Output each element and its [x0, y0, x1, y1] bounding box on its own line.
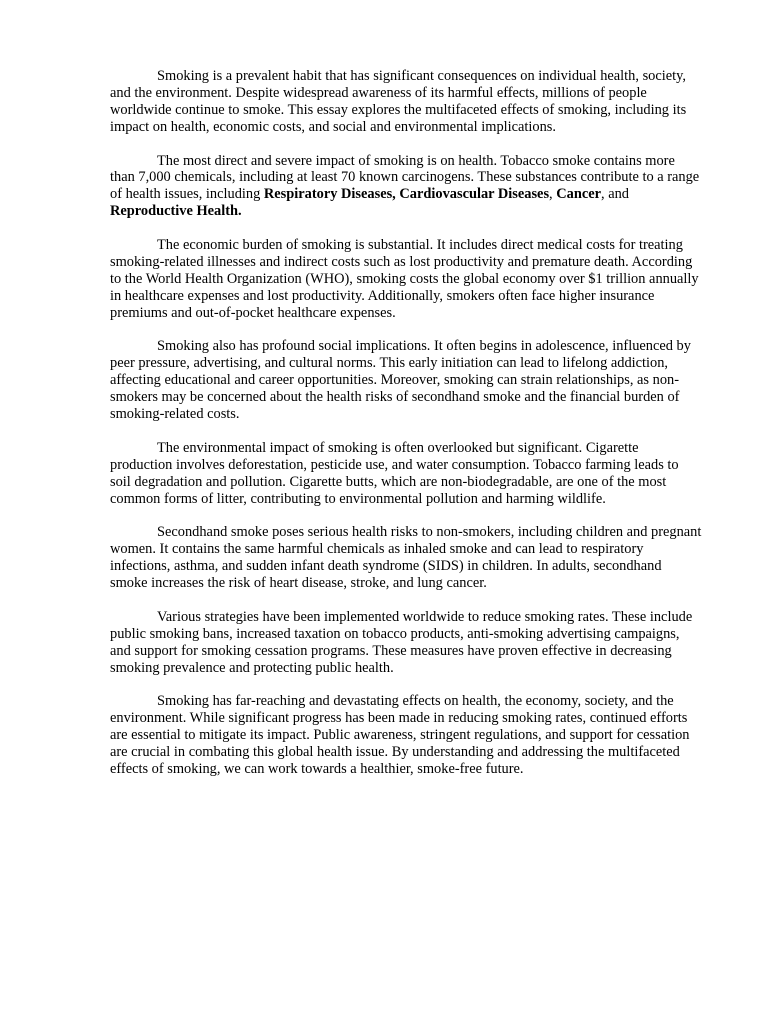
separator: , and	[601, 186, 629, 203]
separator: ,	[549, 186, 557, 203]
document-body	[110, 68, 702, 778]
paragraph-economic-burden: The economic burden of smoking is substantial. It includes direct medical costs for treating smoking-related illnesses and indirect costs such as lost productivity and premature death. According to the World Health Organization (WHO), smoking costs the global economy over $1 trillion annually in healthcare expenses and lost productivity. Additionally, smokers often face higher insurance premiums and out-of-pocket healthcare expenses.	[110, 237, 699, 321]
term-cardiovascular-diseases: Cardiovascular Diseases	[399, 186, 550, 203]
paragraph-environmental-impact: The environmental impact of smoking is often overlooked but significant. Cigarette production involves deforestation, pesticide use, and water consumption. Tobacco farming leads to soil degradation and pollution. Cigarette butts, which are non-biodegradable, are one of the most common forms of litter, contributing to environmental pollution and harming wildlife.	[110, 439, 679, 507]
paragraph-introduction: Smoking is a prevalent habit that has significant consequences on individual health, society, and the environment. Despite widespread awareness of its harmful effects, millions of people worldwide continue to smoke. This essay explores the multifaceted effects of smoking, including its impact on health, economic costs, and social and environmental implications.	[110, 68, 687, 135]
paragraph-social-implications: Smoking also has profound social implications. It often begins in adolescence, influenced by peer pressure, advertising, and cultural norms. This early initiation can lead to lifelong addiction, affecting educational and career opportunities. Moreover, smoking can strain relationships, as non-smokers may be concerned about the health risks of secondhand smoke and the financial burden of smoking-related costs.	[110, 338, 691, 423]
paragraph-conclusion: Smoking has far-reaching and devastating effects on health, the economy, society, and the environment. While significant progress has been made in reducing smoking rates, continued efforts are essential to mitigate its impact. Public awareness, stringent regulations, and support for cessation are crucial in combating this global health issue. By understanding and addressing the multifaceted effects of smoking, we can work towards a healthier, smoke-free future.	[110, 693, 690, 778]
paragraph-strategies: Various strategies have been implemented worldwide to reduce smoking rates. These include public smoking bans, increased taxation on tobacco products, anti-smoking advertising campaigns, and support for smoking cessation programs. These measures have proven effective in decreasing smoking prevalence and protecting public health.	[110, 608, 693, 676]
paragraph-secondhand-smoke: Secondhand smoke poses serious health risks to non-smokers, including children and pregnant women. It contains the same harmful chemicals as inhaled smoke and can lead to respiratory infections, asthma, and sudden infant death syndrome (SIDS) in children. In adults, secondhand smoke increases the risk of heart disease, stroke, and lung cancer.	[110, 524, 702, 592]
paragraph-health-lead: The most direct and severe impact of smoking is on health. Tobacco smoke contains more than 7,000 chemicals, including at least 70 known carcinogens. These substances contribute to a range of health issues, including	[110, 152, 700, 203]
term-reproductive-health: Reproductive Health.	[110, 203, 242, 220]
term-respiratory-diseases: Respiratory Diseases,	[263, 186, 396, 203]
paragraph-health-impact	[110, 153, 702, 221]
term-cancer: Cancer	[556, 186, 602, 203]
